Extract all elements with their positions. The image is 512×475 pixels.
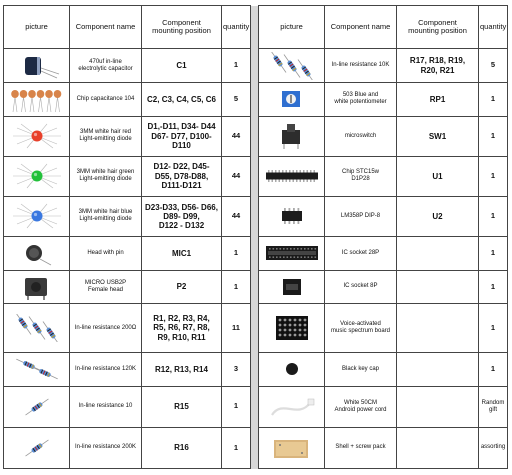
quantity: 44 [222, 156, 251, 196]
mounting-position [397, 386, 479, 427]
ceramic-capacitor-icon [5, 84, 68, 115]
chip-dip28-icon [260, 158, 323, 195]
quantity: 1 [222, 49, 251, 83]
key-cap-icon [260, 354, 323, 385]
mounting-position: SW1 [397, 116, 479, 156]
mounting-position: R1, R2, R3, R4, R5, R6, R7, R8, R9, R10, R11 [142, 304, 222, 353]
component-picture [4, 196, 70, 236]
mounting-position: C2, C3, C4, C5, C6 [142, 82, 222, 116]
component-picture [259, 270, 325, 304]
component-name: MICRO USB2P Female head [70, 270, 142, 304]
header-quantity: quantity [479, 6, 508, 49]
column-divider [251, 49, 259, 83]
quantity: 1 [479, 270, 508, 304]
component-name: 3MM white hair blue Light-emitting diode [70, 196, 142, 236]
ic-socket-8p-icon [260, 272, 323, 303]
resistor-icon [5, 305, 68, 351]
header-picture: picture [259, 6, 325, 49]
component-name: 3MM white hair red Light-emitting diode [70, 116, 142, 156]
component-picture [259, 116, 325, 156]
component-picture [4, 49, 70, 83]
blue-led-icon [5, 198, 68, 235]
electrolytic-capacitor-icon [5, 50, 68, 81]
component-picture [4, 116, 70, 156]
component-name: Chip capacitance 104 [70, 82, 142, 116]
mounting-position [397, 352, 479, 386]
mounting-position: D1,-D11, D34- D44 D67- D77, D100- D110 [142, 116, 222, 156]
component-picture [4, 270, 70, 304]
column-divider [251, 427, 259, 468]
resistor-icon [5, 354, 68, 385]
mounting-position [397, 304, 479, 353]
component-name: Shell + screw pack [325, 427, 397, 468]
component-picture [4, 386, 70, 427]
component-name: 503 Blue and white potentiometer [325, 82, 397, 116]
usb-connector-icon [5, 272, 68, 303]
mounting-position [397, 236, 479, 270]
component-name: In-line resistance 120K [70, 352, 142, 386]
header-mounting-position: Component mounting position [397, 6, 479, 49]
column-divider [251, 6, 259, 49]
component-name: In-line resistance 200K [70, 427, 142, 468]
component-name: 470uf in-line electrolytic capacitor [70, 49, 142, 83]
column-divider [251, 196, 259, 236]
mounting-position: D12- D22, D45- D55, D78-D88, D111-D121 [142, 156, 222, 196]
quantity: 1 [479, 352, 508, 386]
quantity: 3 [222, 352, 251, 386]
table-row [4, 156, 508, 196]
component-name: In-line resistance 10K [325, 49, 397, 83]
quantity: 11 [222, 304, 251, 353]
component-picture [4, 427, 70, 468]
header-component-name: Component name [70, 6, 142, 49]
resistor-icon [260, 50, 323, 81]
component-picture [259, 49, 325, 83]
component-name: Chip STC15w D1P28 [325, 156, 397, 196]
mounting-position: U2 [397, 196, 479, 236]
component-picture [4, 236, 70, 270]
mounting-position: D23-D33, D56- D66, D89- D99, D122 - D132 [142, 196, 222, 236]
chip-dip8-icon [260, 198, 323, 235]
column-divider [251, 304, 259, 353]
component-picture [259, 196, 325, 236]
component-name: White 50CM Android power cord [325, 386, 397, 427]
quantity: 1 [222, 386, 251, 427]
quantity: 44 [222, 116, 251, 156]
header-component-name: Component name [325, 6, 397, 49]
component-picture [259, 427, 325, 468]
component-picture [259, 82, 325, 116]
table-row [4, 304, 508, 353]
shell-pack-icon [260, 429, 323, 467]
quantity: 5 [479, 49, 508, 83]
component-name: LM358P DIP-8 [325, 196, 397, 236]
component-name: IC socket 28P [325, 236, 397, 270]
component-name: Voice-activated music spectrum board [325, 304, 397, 353]
column-divider [251, 116, 259, 156]
quantity: 5 [222, 82, 251, 116]
header-picture: picture [4, 6, 70, 49]
quantity: 1 [479, 304, 508, 353]
quantity: 1 [479, 156, 508, 196]
mounting-position: MIC1 [142, 236, 222, 270]
mounting-position: RP1 [397, 82, 479, 116]
mounting-position: C1 [142, 49, 222, 83]
component-name: Black key cap [325, 352, 397, 386]
quantity: assorting [479, 427, 508, 468]
quantity: 1 [479, 116, 508, 156]
column-divider [251, 352, 259, 386]
microswitch-icon [260, 118, 323, 155]
component-picture [4, 304, 70, 353]
mounting-position: R15 [142, 386, 222, 427]
resistor-icon [5, 429, 68, 467]
component-picture [4, 156, 70, 196]
component-name: In-line resistance 10 [70, 386, 142, 427]
quantity: 1 [479, 82, 508, 116]
ic-socket-28p-icon [260, 238, 323, 269]
component-picture [259, 386, 325, 427]
mounting-position: R17, R18, R19, R20, R21 [397, 49, 479, 83]
component-picture [259, 236, 325, 270]
table-row [4, 270, 508, 304]
header-row [4, 6, 508, 49]
red-led-icon [5, 118, 68, 155]
quantity: 1 [222, 236, 251, 270]
table-row [4, 352, 508, 386]
quantity: 1 [222, 427, 251, 468]
component-picture [259, 304, 325, 353]
component-name: 3MM white hair green Light-emitting diode [70, 156, 142, 196]
component-picture [4, 82, 70, 116]
table-row [4, 82, 508, 116]
component-table [3, 5, 508, 469]
header-mounting-position: Component mounting position [142, 6, 222, 49]
quantity: 1 [479, 196, 508, 236]
component-name: IC socket 8P [325, 270, 397, 304]
mounting-position: U1 [397, 156, 479, 196]
component-name: Head with pin [70, 236, 142, 270]
mounting-position: R16 [142, 427, 222, 468]
header-quantity: quantity [222, 6, 251, 49]
column-divider [251, 236, 259, 270]
quantity: Random gift [479, 386, 508, 427]
column-divider [251, 386, 259, 427]
component-picture [259, 352, 325, 386]
green-led-icon [5, 158, 68, 195]
column-divider [251, 82, 259, 116]
power-cord-icon [260, 388, 323, 426]
component-picture [259, 156, 325, 196]
column-divider [251, 270, 259, 304]
table-row [4, 49, 508, 83]
table-row [4, 116, 508, 156]
mounting-position: P2 [142, 270, 222, 304]
mounting-position [397, 270, 479, 304]
component-picture [4, 352, 70, 386]
table-row [4, 427, 508, 468]
potentiometer-icon [260, 84, 323, 115]
quantity: 1 [222, 270, 251, 304]
table-row [4, 236, 508, 270]
quantity: 1 [479, 236, 508, 270]
component-name: In-line resistance 200Ω [70, 304, 142, 353]
circuit-board-icon [260, 305, 323, 351]
resistor-icon [5, 388, 68, 426]
column-divider [251, 156, 259, 196]
mounting-position [397, 427, 479, 468]
table-row [4, 196, 508, 236]
component-name: microswitch [325, 116, 397, 156]
table-row [4, 386, 508, 427]
mounting-position: R12, R13, R14 [142, 352, 222, 386]
quantity: 44 [222, 196, 251, 236]
microphone-icon [5, 238, 68, 269]
